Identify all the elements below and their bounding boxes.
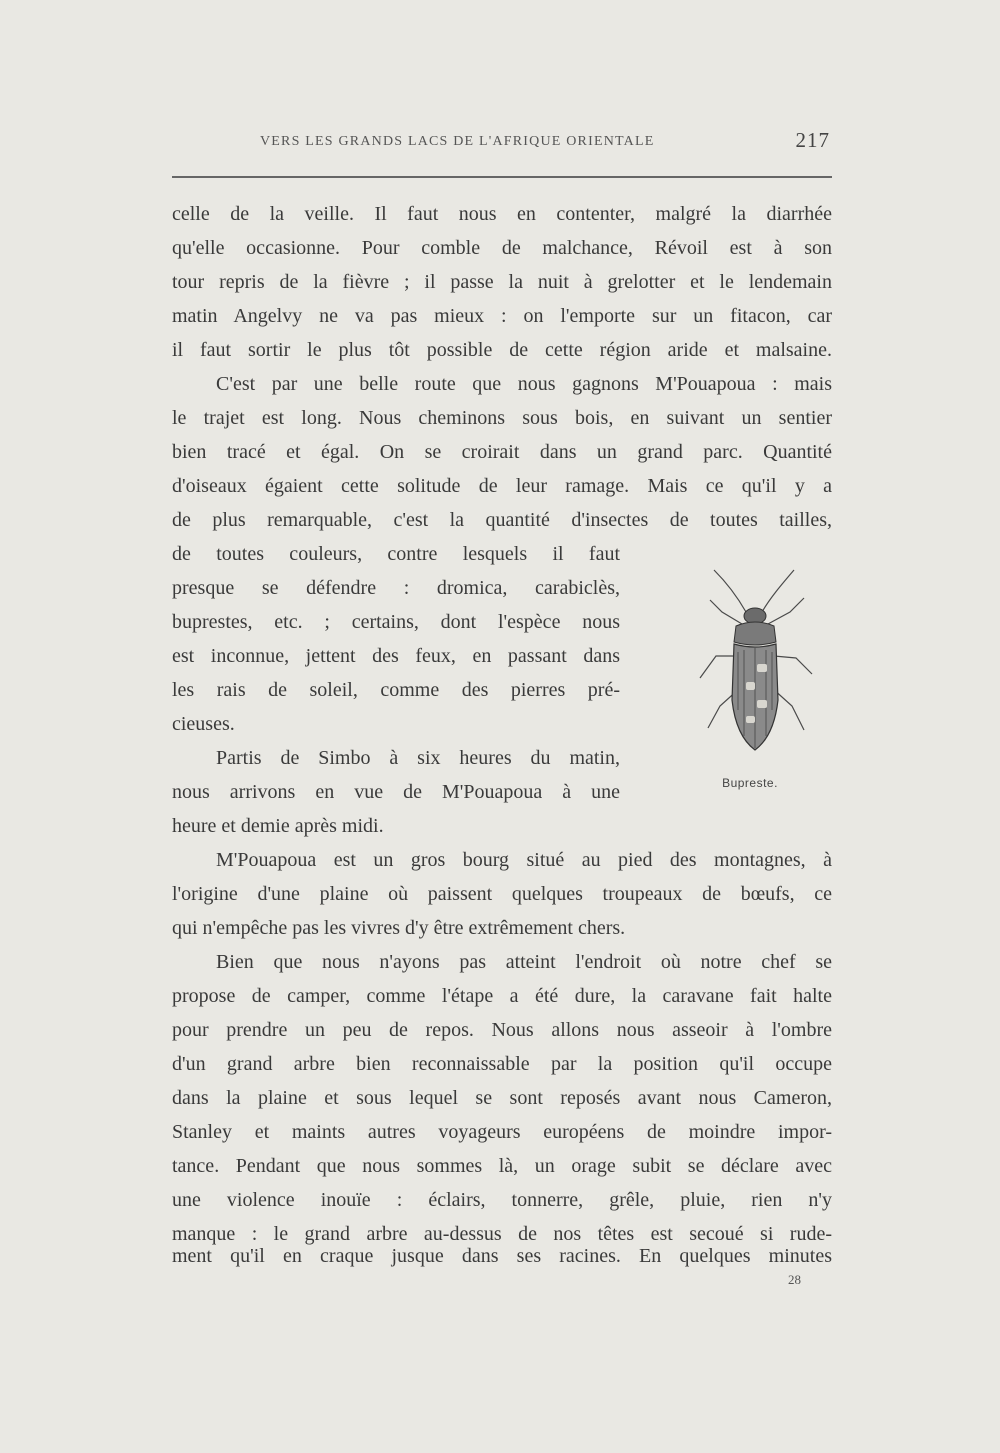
text-line: d'un grand arbre bien reconnaissable par la position qu'il occupe [172, 1053, 832, 1075]
text-line: le trajet est long. Nous cheminons sous bois, en suivant un sentier [172, 407, 832, 429]
figure-caption: Bupreste. [722, 776, 778, 790]
text-line: Bien que nous n'ayons pas atteint l'endroit où notre chef se [216, 951, 832, 973]
text-line: celle de la veille. Il faut nous en contenter, malgré la diarrhée [172, 203, 832, 225]
text-line: presque se défendre : dromica, carabiclès, [172, 577, 620, 599]
text-line: matin Angelvy ne va pas mieux : on l'emporte sur un fitacon, car [172, 305, 832, 327]
text-line: cieuses. [172, 713, 235, 735]
text-line: de plus remarquable, c'est la quantité d'insectes de toutes tailles, [172, 509, 832, 531]
text-line: nous arrivons en vue de M'Pouapoua à une [172, 781, 620, 803]
text-line: C'est par une belle route que nous gagnons M'Pouapoua : mais [216, 373, 832, 395]
text-line: buprestes, etc. ; certains, dont l'espèce nous [172, 611, 620, 633]
text-line: propose de camper, comme l'étape a été dure, la caravane fait halte [172, 985, 832, 1007]
running-title: VERS LES GRANDS LACS DE L'AFRIQUE ORIENTALE [260, 134, 655, 149]
text-line: de toutes couleurs, contre lesquels il faut [172, 543, 620, 565]
text-line: tance. Pendant que nous sommes là, un orage subit se déclare avec [172, 1155, 832, 1177]
text-line: dans la plaine et sous lequel se sont reposés avant nous Cameron, [172, 1087, 832, 1109]
text-line: qu'elle occasionne. Pour comble de malchance, Révoil est à son [172, 237, 832, 259]
text-line: Partis de Simbo à six heures du matin, [216, 747, 620, 769]
page-number: 217 [795, 128, 830, 152]
text-line: les rais de soleil, comme des pierres pré- [172, 679, 620, 701]
text-line: l'origine d'une plaine où paissent quelques troupeaux de bœufs, ce [172, 883, 832, 905]
text-line: Stanley et maints autres voyageurs européens de moindre impor- [172, 1121, 832, 1143]
text-line: est inconnue, jettent des feux, en passant dans [172, 645, 620, 667]
text-line: heure et demie après midi. [172, 815, 384, 837]
text-line: d'oiseaux égaient cette solitude de leur ramage. Mais ce qu'il y a [172, 475, 832, 497]
text-line: ment qu'il en craque jusque dans ses racines. En quelques minutes [172, 1245, 832, 1267]
text-line: bien tracé et égal. On se croirait dans un grand parc. Quantité [172, 441, 832, 463]
text-line: manque : le grand arbre au-dessus de nos têtes est secoué si rude- [172, 1223, 832, 1245]
text-line: il faut sortir le plus tôt possible de cette région aride et malsaine. [172, 339, 832, 361]
text-line: pour prendre un peu de repos. Nous allons nous asseoir à l'ombre [172, 1019, 832, 1041]
running-head [172, 128, 832, 158]
text-line: une violence inouïe : éclairs, tonnerre, grêle, pluie, rien n'y [172, 1189, 832, 1211]
beetle-illustration-icon [686, 560, 826, 760]
signature-mark: 28 [788, 1272, 801, 1287]
header-rule [172, 176, 832, 178]
text-line: tour repris de la fièvre ; il passe la nuit à grelotter et le lendemain [172, 271, 832, 293]
text-line: qui n'empêche pas les vivres d'y être extrêmement chers. [172, 917, 626, 939]
text-line: M'Pouapoua est un gros bourg situé au pied des montagnes, à [216, 849, 832, 871]
